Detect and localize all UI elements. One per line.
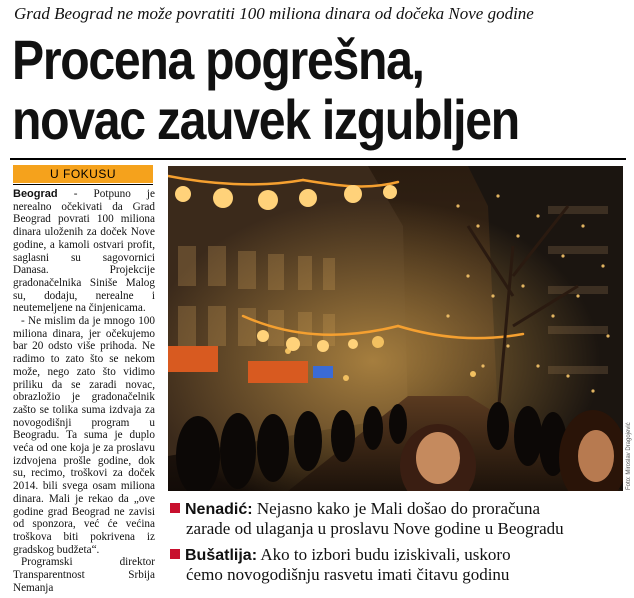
photo-credit <box>626 420 632 490</box>
section-tag: U FOKUSU <box>13 165 153 183</box>
article-paragraph-1 <box>13 188 155 315</box>
headline-line-1: Procena pogrešna, <box>12 28 424 91</box>
bullet-icon <box>170 549 180 559</box>
headline-rule <box>10 158 626 160</box>
pull-quote-1 <box>170 499 625 538</box>
article-paragraph-1-text: - Potpuno je nerealno očekivati da Grad Beograd povrati 100 miliona dinara uloženih za doček Nove godine, a kamoli ostvari profit, saglasni su sagovornici Danasa. Projekcije gradonačelnika Siniše Malog su, dodaju, nerealne i neutemeljene na činjenicama. <box>13 188 155 315</box>
pull-quote-2-name: Bušatlija: <box>185 547 258 564</box>
street-photo <box>168 166 623 491</box>
article-paragraph-3: Programski direktor Transparentnost Srbija Nemanja <box>13 556 155 594</box>
dateline: Beograd <box>13 188 58 200</box>
pull-quote-1-name: Nenadić: <box>185 501 253 518</box>
article-column <box>13 188 155 594</box>
article-paragraph-2: - Ne mislim da je mnogo 100 miliona dinara, jer očekujemo bar 20 odsto više prihoda. Ne radimo to zato što se nekom može, nego zato što vidimo priliku da se zaradi novac, obrazložio je gradonačelnik zašto se tolika suma izdvaja za novogodišnji program u Beogradu. Ta suma je duplo veća od one koja je za proslavu izdvojena prošle godine, dok su, recimo, troškovi za doček 2014. bili svega osam miliona dinara. Mali je rekao da „ove godine grad Beograd ne zavisi od sponzora, već će većina troškova biti pokrivena iz gradskog budžeta“. <box>13 315 155 556</box>
headline-line-2: novac zauvek izgubljen <box>12 88 519 151</box>
pull-quote-2-line-2: ćemo novogodišnju rasvetu imati čitavu godinu <box>186 565 510 584</box>
street-photo-illustration <box>168 166 623 491</box>
photo-credit-text: Foto: Miroslav Dragojević <box>626 422 632 490</box>
pull-quote-1-line-1: Nejasno kako je Mali došao do proračuna <box>252 499 541 518</box>
pull-quote-1-line-2: zarade od ulaganja u proslavu Nove godine u Beogradu <box>186 519 564 538</box>
pull-quote-2-line-1: Ako to izbori budu iziskivali, uskoro <box>257 545 511 564</box>
kicker: Grad Beograd ne može povratiti 100 miliona dinara od dočeka Nove godine <box>14 4 534 23</box>
section-tag-rule <box>13 184 153 185</box>
bullet-icon <box>170 503 180 513</box>
pull-quote-2 <box>170 545 625 584</box>
